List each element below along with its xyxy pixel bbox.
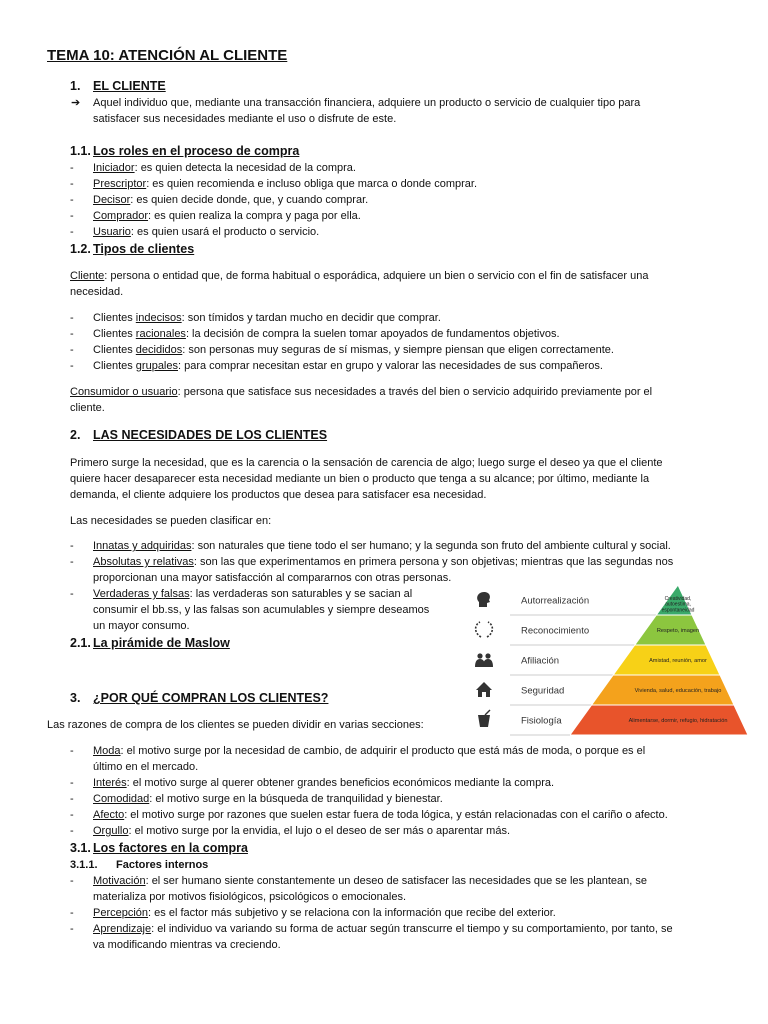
term-desc: : persona que satisface sus necesidades a través del bien o servicio adquirido previamente por el	[177, 386, 653, 398]
dash-bullet: -	[70, 194, 74, 206]
term-desc: : son naturales que tiene todo el ser humano; y la segunda son fruto del ambiente cultural y social.	[191, 540, 671, 552]
dash-bullet: -	[70, 210, 74, 222]
term: Moda	[93, 745, 121, 757]
list-item	[93, 224, 319, 240]
term: Comodidad	[93, 793, 150, 805]
list-item	[93, 208, 361, 224]
term-desc: : el motivo surge por la envidia, el lujo o el deseo de ser más o aparentar más.	[128, 825, 511, 837]
pyramid-level-text: Vivienda, salud, educación, trabajo	[634, 687, 722, 694]
term-prefix: Clientes	[93, 344, 136, 356]
section-number: 3.	[70, 691, 81, 705]
list-item	[93, 791, 443, 807]
term: Interés	[93, 777, 127, 789]
definition-line: satisfacer sus necesidades mediante el uso o disfrute de este.	[93, 113, 397, 125]
term-desc: : es quien detecta la necesidad de la compra.	[134, 162, 356, 174]
drink-icon	[478, 710, 490, 727]
term-desc: : es quien recomienda e incluso obliga que marca o donde comprar.	[146, 178, 477, 190]
term-desc: : la decisión de compra la suelen tomar apoyados de fundamentos objetivos.	[185, 328, 560, 340]
dash-bullet: -	[70, 777, 74, 789]
term: Decisor	[93, 194, 131, 206]
list-item-cont: va modificando mientras va creciendo.	[93, 939, 281, 951]
list-item	[93, 905, 556, 921]
page-title: TEMA 10: ATENCIÓN AL CLIENTE	[47, 47, 288, 64]
subsection-number: 1.2.	[70, 242, 91, 256]
term-prefix: Clientes	[93, 312, 136, 324]
term: Percepción	[93, 907, 149, 919]
term-desc: : las verdaderas son saturables y se sacian al	[189, 588, 413, 600]
term-desc: : el motivo surge por razones que suelen estar fuera de toda lógica, y están relacionadas con el cariño o afecto.	[124, 809, 668, 821]
maslow-pyramid	[470, 583, 760, 743]
list-item	[93, 823, 510, 839]
arrow-bullet-icon: ➔	[71, 97, 81, 109]
term: Aprendizaje	[93, 923, 152, 935]
section-number: 1.	[70, 79, 81, 93]
pyramid-level-label: Fisiología	[521, 715, 562, 727]
pyramid-level-text: Amistad, reunión, amor	[649, 657, 707, 664]
term-desc: : es quien usará el producto o servicio.	[130, 226, 320, 238]
dash-bullet: -	[70, 745, 74, 757]
section-heading-el-cliente: EL CLIENTE	[93, 79, 166, 93]
paragraph-line: Las razones de compra de los clientes se pueden dividir en varias secciones:	[47, 719, 424, 731]
term: Verdaderas y falsas	[93, 588, 190, 600]
term: Absolutas y relativas	[93, 556, 194, 568]
term-desc: : son personas muy seguras de sí mismas, y siempre piensan que eligen correctamente.	[182, 344, 614, 356]
list-item-cont: último en el mercado.	[93, 761, 199, 773]
pyramid-level-text: Alimentarse, dormir, refugio, hidratación	[628, 717, 728, 724]
cliente-definition-cont: necesidad.	[70, 286, 124, 298]
term-prefix: Clientes	[93, 360, 136, 372]
cliente-definition	[70, 268, 649, 284]
list-item	[93, 743, 645, 759]
dash-bullet: -	[70, 809, 74, 821]
list-item	[93, 554, 673, 570]
list-item	[93, 775, 554, 791]
list-item-cont: consumir el bb.ss, y las falsas son acumulables y siempre deseamos	[93, 604, 430, 616]
term: Consumidor o usuario	[70, 386, 178, 398]
term-desc: : el individuo va variando su forma de actuar según transcurre el tiempo y su comportamiento, por tanto, se	[151, 923, 673, 935]
term: Cliente	[70, 270, 105, 282]
term-desc: : el motivo surge por la necesidad de cambio, de adquirir el producto que está más de moda, o porque es el	[120, 745, 646, 757]
subsection-number: 1.1.	[70, 144, 91, 158]
term-desc: : el motivo surge al querer obtener grandes beneficios económicos mediante la compra.	[126, 777, 555, 789]
pyramid-level-text: espontaneidad	[661, 607, 695, 614]
list-item	[93, 873, 647, 889]
dash-bullet: -	[70, 825, 74, 837]
term: Orgullo	[93, 825, 129, 837]
term: Prescriptor	[93, 178, 147, 190]
term: Comprador	[93, 210, 149, 222]
dash-bullet: -	[70, 344, 74, 356]
term: Innatas y adquiridas	[93, 540, 192, 552]
term-desc: : es quien decide donde, que, y cuando comprar.	[130, 194, 369, 206]
term: decididos	[135, 344, 183, 356]
laurel-icon	[476, 622, 493, 637]
list-item	[93, 921, 673, 937]
subsection-number: 3.1.	[70, 841, 91, 855]
pyramid-level-text: Creatividad,	[664, 595, 692, 602]
subsubsection-heading: Factores internos	[116, 859, 209, 871]
list-item	[93, 358, 603, 374]
list-item	[93, 586, 412, 602]
subsubsection-number: 3.1.1.	[70, 859, 98, 871]
term: indecisos	[135, 312, 182, 324]
section-heading-necesidades: LAS NECESIDADES DE LOS CLIENTES	[93, 428, 328, 442]
term: Motivación	[93, 875, 146, 887]
list-item-cont: proporcionan una mayor satisfacción al compararnos con otras personas.	[93, 572, 452, 584]
paragraph-line: demanda, el cliente adquiere los productos que desea para satisfacer esa necesidad.	[70, 489, 487, 501]
dash-bullet: -	[70, 226, 74, 238]
term-desc: : son las que experimentamos en primera persona y son objetivas; mientras que las segundas nos	[193, 556, 674, 568]
subsection-heading-tipos: Tipos de clientes	[93, 242, 195, 256]
term: grupales	[135, 360, 178, 372]
list-item	[93, 176, 477, 192]
list-item	[93, 807, 668, 823]
pyramid-level-label: Afiliación	[521, 655, 560, 667]
term-desc: : es el factor más subjetivo y se relaciona con la información que recibe del exterior.	[148, 907, 556, 919]
section-number: 2.	[70, 428, 81, 442]
subsection-number: 2.1.	[70, 636, 91, 650]
house-icon	[476, 682, 492, 697]
term-desc: : el motivo surge en la búsqueda de tranquilidad y bienestar.	[149, 793, 443, 805]
term: Afecto	[93, 809, 125, 821]
term-desc: : el ser humano siente constantemente un deseo de satisfacer las necesidades que se les plantean, se	[145, 875, 648, 887]
people-icon	[475, 653, 493, 667]
pyramid-level-text: Respeto, imagen	[656, 627, 700, 634]
dash-bullet: -	[70, 312, 74, 324]
dash-bullet: -	[70, 162, 74, 174]
dash-bullet: -	[70, 907, 74, 919]
section-heading-por-que: ¿POR QUÉ COMPRAN LOS CLIENTES?	[93, 691, 329, 705]
list-item	[93, 160, 356, 176]
consumidor-definition-cont: cliente.	[70, 402, 105, 414]
dash-bullet: -	[70, 540, 74, 552]
term-desc: : para comprar necesitan estar en grupo y valorar las necesidades de sus compañeros.	[178, 360, 603, 372]
paragraph-line: quiere hacer desaparecer esta necesidad mediante un bien o producto que tenga a su alcance; por último, mediante la	[70, 473, 650, 485]
term: Usuario	[93, 226, 131, 238]
definition-line: Aquel individuo que, mediante una transacción financiera, adquiere un producto o servicio de cualquier tipo para	[93, 97, 641, 109]
pyramid-level-label: Autorrealización	[521, 595, 590, 607]
dash-bullet: -	[70, 588, 74, 600]
pyramid-level-label: Seguridad	[521, 685, 565, 697]
dash-bullet: -	[70, 875, 74, 887]
dash-bullet: -	[70, 178, 74, 190]
list-item	[93, 310, 441, 326]
list-item	[93, 326, 560, 342]
dash-bullet: -	[70, 793, 74, 805]
pyramid-level-label: Reconocimiento	[521, 625, 590, 637]
list-item	[93, 538, 671, 554]
paragraph-line: Primero surge la necesidad, que es la carencia o la sensación de carencia de algo; luego surge el deseo ya que el cliente	[70, 457, 663, 469]
dash-bullet: -	[70, 556, 74, 568]
dash-bullet: -	[70, 923, 74, 935]
paragraph-line: Las necesidades se pueden clasificar en:	[70, 515, 272, 527]
list-item-cont: materializa por motivos fisiológicos, psicológicos o emocionales.	[93, 891, 407, 903]
head-icon	[477, 592, 490, 607]
subsection-heading-factores: Los factores en la compra	[93, 841, 248, 855]
subsection-heading-maslow: La pirámide de Maslow	[93, 636, 230, 650]
term-desc: : son tímidos y tardan mucho en decidir que comprar.	[181, 312, 441, 324]
list-item-cont: un mayor consumo.	[93, 620, 190, 632]
consumidor-definition	[70, 384, 652, 400]
term: racionales	[135, 328, 186, 340]
term-desc: : persona o entidad que, de forma habitual o esporádica, adquiere un bien o servicio con el fin de satisfacer una	[104, 270, 649, 282]
list-item	[93, 192, 368, 208]
term: Iniciador	[93, 162, 135, 174]
dash-bullet: -	[70, 328, 74, 340]
dash-bullet: -	[70, 360, 74, 372]
term-desc: : es quien realiza la compra y paga por ella.	[148, 210, 361, 222]
term-prefix: Clientes	[93, 328, 136, 340]
subsection-heading-roles: Los roles en el proceso de compra	[93, 144, 300, 158]
list-item	[93, 342, 614, 358]
pyramid-level-text: autoestima,	[665, 601, 691, 608]
